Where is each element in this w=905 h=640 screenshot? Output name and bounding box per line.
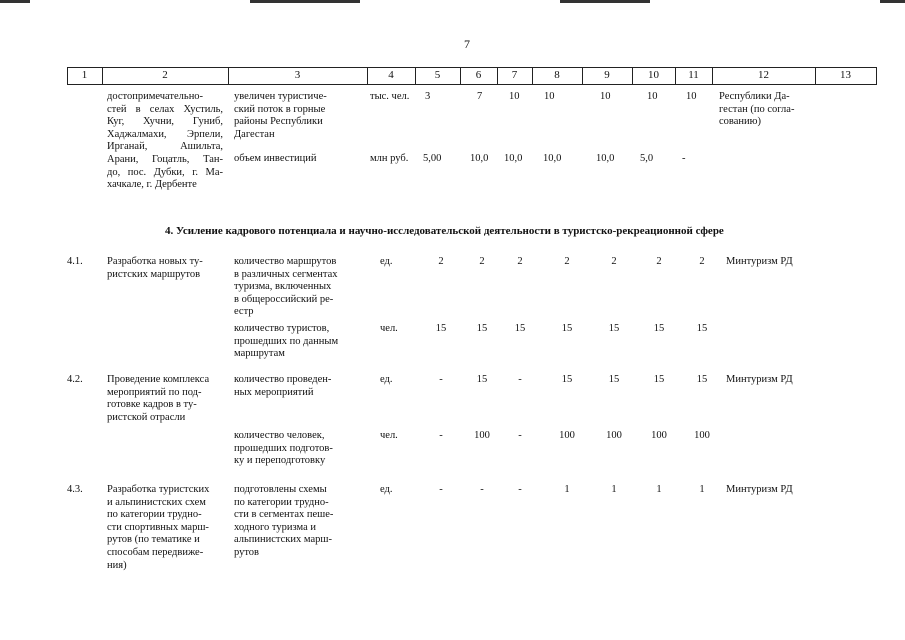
value-cell: 15 — [476, 374, 488, 385]
indicator-line: ных мероприятий — [234, 386, 314, 398]
column-header-8: 8 — [554, 69, 560, 81]
column-header-9: 9 — [604, 69, 610, 81]
column-header-10: 10 — [648, 69, 659, 81]
column-header-5: 5 — [434, 69, 441, 81]
value-cell: 10 — [600, 91, 611, 102]
value-cell: 10 — [509, 91, 520, 102]
value-cell: - — [480, 484, 484, 495]
unit: ед. — [380, 484, 393, 495]
value-cell: 2 — [517, 256, 523, 267]
value-cell: - — [682, 153, 686, 164]
page-number: 7 — [464, 37, 470, 51]
indicator-line: увеличен туристиче- — [234, 91, 327, 102]
value-cell: 15 — [476, 323, 488, 334]
value-cell: 15 — [561, 323, 573, 334]
section-title: 4. Усиление кадрового потенциала и научно-исследовательской деятельности в туристско-рекреационной сфере — [165, 225, 724, 237]
indicator-line: естр — [234, 306, 254, 318]
value-cell: 10,0 — [504, 153, 523, 164]
value-cell: - — [518, 430, 522, 441]
indicator-line: районы Республики — [234, 116, 323, 128]
value-cell: 15 — [653, 374, 665, 385]
value-cell: 15 — [608, 323, 620, 334]
scan-mark — [0, 0, 30, 3]
activity-name-line: Разработка туристских — [107, 484, 210, 495]
value-cell: 1 — [611, 484, 617, 495]
value-cell: - — [518, 374, 522, 385]
continued-area-line: стей в селах Хустиль, — [107, 103, 223, 115]
indicator-line: Дагестан — [234, 128, 275, 140]
value-cell: 2 — [438, 256, 444, 267]
column-header-13: 13 — [840, 69, 851, 81]
value-cell: 10 — [544, 91, 555, 102]
value-cell: 2 — [699, 256, 705, 267]
continued-area-line: Ирганай, Ашильта, — [107, 141, 223, 153]
indicator-line: количество туристов, — [234, 323, 330, 334]
value-cell: 15 — [561, 374, 573, 385]
value-cell: 10,0 — [596, 153, 615, 164]
value-cell: 1 — [564, 484, 570, 495]
value-cell: 3 — [425, 91, 431, 102]
activity-name-line: рутов (по тематике и — [107, 534, 200, 546]
value-cell: 7 — [477, 91, 483, 102]
activity-name-line: готовке кадров в ту- — [107, 399, 197, 411]
activity-name-line: Проведение комплекса — [107, 374, 210, 385]
indicator-line: по категории трудно- — [234, 496, 329, 508]
continued-area-line: Хаджалмахи, Эрпели, — [107, 128, 223, 140]
row-number: 4.2. — [67, 374, 83, 385]
responsible: Минтуризм РД — [726, 484, 793, 495]
indicator-line: ку и переподготовку — [234, 455, 326, 467]
value-cell: 1 — [699, 484, 705, 495]
indicator-line: количество маршрутов — [234, 256, 337, 267]
value-cell: 100 — [474, 430, 490, 441]
value-cell: 2 — [611, 256, 617, 267]
column-header-7: 7 — [511, 69, 518, 81]
column-header-4: 4 — [388, 69, 394, 81]
indicator-line: туризма, включенных — [234, 281, 332, 293]
value-cell: 10,0 — [470, 153, 489, 164]
unit: чел. — [380, 323, 398, 334]
value-cell: 15 — [653, 323, 665, 334]
unit: ед. — [380, 374, 393, 385]
row-number: 4.3. — [67, 484, 83, 495]
activity-name-line: ристской отрасли — [107, 411, 186, 423]
value-cell: 15 — [514, 323, 526, 334]
value-cell: 5,0 — [640, 153, 654, 164]
indicator-line: рутов — [234, 547, 260, 558]
activity-name-line: по категории трудно- — [107, 509, 202, 521]
value-cell: 10,0 — [543, 153, 562, 164]
column-header-11: 11 — [688, 69, 699, 81]
value-cell: 15 — [435, 323, 447, 334]
column-header-12: 12 — [758, 69, 769, 81]
value-cell: 100 — [559, 430, 575, 441]
responsible-line: сованию) — [719, 116, 761, 128]
value-cell: 10 — [647, 91, 658, 102]
continued-area-line: Куг, Хучни, Гуниб, — [107, 116, 223, 128]
unit: тыс. чел. — [370, 91, 410, 102]
value-cell: 15 — [696, 374, 708, 385]
responsible: Минтуризм РД — [726, 256, 793, 267]
value-cell: 2 — [479, 256, 485, 267]
indicator-line: ходного туризма и — [234, 521, 316, 533]
unit: ед. — [380, 256, 393, 267]
continued-area-line: до, пос. Дубки, г. Ма- — [107, 166, 223, 178]
unit: чел. — [380, 430, 398, 441]
activity-name-line: сти спортивных марш- — [107, 521, 209, 533]
value-cell: 15 — [696, 323, 708, 334]
column-header-1: 1 — [81, 69, 88, 81]
value-cell: 100 — [694, 430, 710, 441]
value-cell: 1 — [656, 484, 662, 495]
activity-name-line: способам передвиже- — [107, 547, 204, 558]
scan-mark — [250, 0, 360, 3]
indicator-line: прошедших по данным — [234, 335, 339, 347]
value-cell: - — [439, 374, 443, 385]
continued-area-line: хачкале, г. Дербенте — [107, 179, 197, 191]
column-header-3: 3 — [294, 69, 301, 81]
scan-mark — [880, 0, 905, 3]
indicator-line: подготовлены схемы — [234, 484, 327, 495]
indicator-line: альпинистских марш- — [234, 534, 332, 546]
column-header-2: 2 — [162, 69, 168, 81]
continued-area-line: Арани, Гоцатль, Тан- — [107, 154, 223, 165]
indicator-line: объем инвестиций — [234, 153, 317, 164]
unit: млн руб. — [370, 153, 409, 164]
indicator-line: ский поток в горные — [234, 103, 326, 115]
activity-name-line: ристских маршрутов — [107, 268, 201, 280]
indicator-line: количество человек, — [234, 430, 325, 441]
indicator-line: в различных сегментах — [234, 268, 338, 280]
responsible-line: Республики Да- — [719, 91, 790, 102]
indicator-line: прошедших подготов- — [234, 442, 333, 454]
value-cell: 15 — [608, 374, 620, 385]
value-cell: - — [439, 484, 443, 495]
indicator-line: маршрутам — [234, 348, 285, 360]
scan-mark — [560, 0, 650, 3]
column-header-6: 6 — [475, 69, 482, 81]
value-cell: 2 — [564, 256, 570, 267]
responsible: Минтуризм РД — [726, 374, 793, 385]
value-cell: 100 — [651, 430, 667, 441]
row-number: 4.1. — [67, 256, 83, 267]
value-cell: 2 — [656, 256, 662, 267]
responsible-line: гестан (по согла- — [719, 103, 795, 115]
continued-area-line: достопримечательно- — [107, 91, 204, 102]
value-cell: 5,00 — [423, 153, 442, 164]
activity-name-line: Разработка новых ту- — [107, 256, 203, 267]
value-cell: - — [518, 484, 522, 495]
value-cell: 100 — [606, 430, 622, 441]
activity-name-line: и альпинистских схем — [107, 496, 206, 508]
indicator-line: количество проведен- — [234, 374, 332, 385]
indicator-line: в общероссийский ре- — [234, 293, 334, 305]
activity-name-line: мероприятий по под- — [107, 386, 202, 398]
activity-name-line: ния) — [107, 559, 127, 571]
value-cell: - — [439, 430, 443, 441]
value-cell: 10 — [686, 91, 697, 102]
indicator-line: сти в сегментах пеше- — [234, 509, 334, 521]
